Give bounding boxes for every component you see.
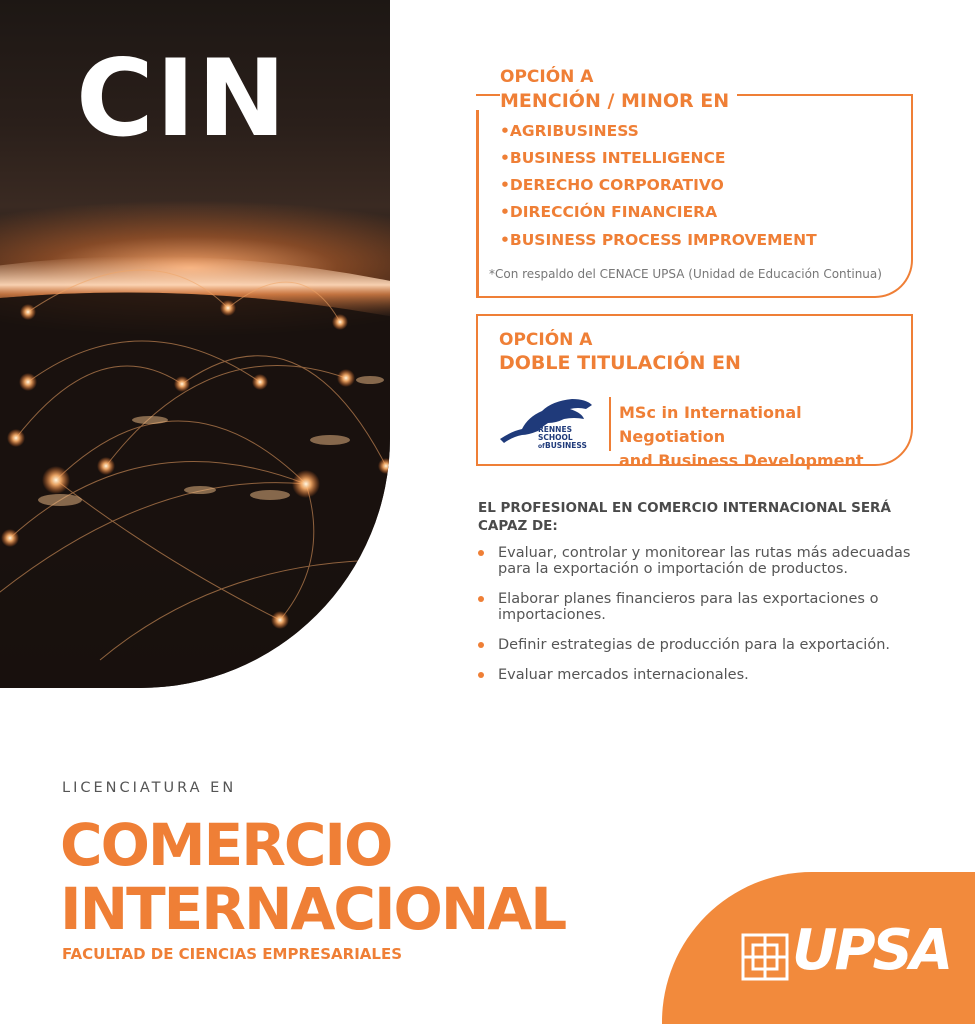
upsa-emblem-icon — [739, 931, 791, 983]
bullet-icon — [478, 596, 484, 602]
double-degree-kicker: OPCIÓN A — [499, 330, 593, 350]
svg-text:BUSINESS: BUSINESS — [545, 441, 587, 450]
program-line-1: MSc in International Negotiation — [619, 403, 802, 446]
minor-item: •BUSINESS PROCESS IMPROVEMENT — [500, 231, 817, 249]
minor-item: •AGRIBUSINESS — [500, 122, 639, 140]
minor-option-heading: MENCIÓN / MINOR EN — [500, 90, 737, 112]
degree-pretitle: LICENCIATURA EN — [62, 780, 237, 796]
svg-text:SCHOOL: SCHOOL — [538, 433, 573, 442]
profile-list — [478, 545, 928, 697]
upsa-logo-text: UPSA — [792, 918, 951, 983]
minor-box-left-border — [476, 110, 479, 298]
minor-item: •BUSINESS INTELLIGENCE — [500, 149, 726, 167]
double-degree-heading: DOBLE TITULACIÓN EN — [499, 352, 741, 374]
program-title-line-1: COMERCIO — [60, 811, 392, 879]
minor-item: •DERECHO CORPORATIVO — [500, 176, 724, 194]
svg-text:of: of — [538, 443, 545, 450]
minor-item: •DIRECCIÓN FINANCIERA — [500, 203, 718, 221]
program-line-2: and Business Development — [619, 451, 864, 470]
faculty-name: FACULTAD DE CIENCIAS EMPRESARIALES — [62, 945, 403, 963]
bullet-icon — [478, 642, 484, 648]
bullet-icon — [478, 550, 484, 556]
bullet-icon — [478, 672, 484, 678]
list-item: Evaluar mercados internacionales. — [478, 667, 928, 683]
hero-earth-image — [0, 0, 390, 688]
rennes-school-logo — [498, 395, 598, 455]
profile-title: EL PROFESIONAL EN COMERCIO INTERNACIONAL SERÁ CAPAZ DE: — [478, 500, 891, 534]
logo-divider — [609, 397, 611, 451]
double-degree-program — [619, 401, 909, 473]
minor-option-kicker: OPCIÓN A — [500, 67, 594, 87]
program-code: CIN — [76, 37, 288, 160]
list-item: Elaborar planes financieros para las exportaciones o importaciones. — [478, 591, 928, 623]
list-item: Definir estrategias de producción para la exportación. — [478, 637, 928, 653]
program-title-line-2: INTERNACIONAL — [60, 875, 566, 943]
list-item: Evaluar, controlar y monitorear las rutas más adecuadas para la exportación o importación de productos. — [478, 545, 928, 577]
minor-footnote: *Con respaldo del CENACE UPSA (Unidad de Educación Continua) — [489, 267, 882, 281]
svg-text:RENNES: RENNES — [538, 425, 572, 434]
